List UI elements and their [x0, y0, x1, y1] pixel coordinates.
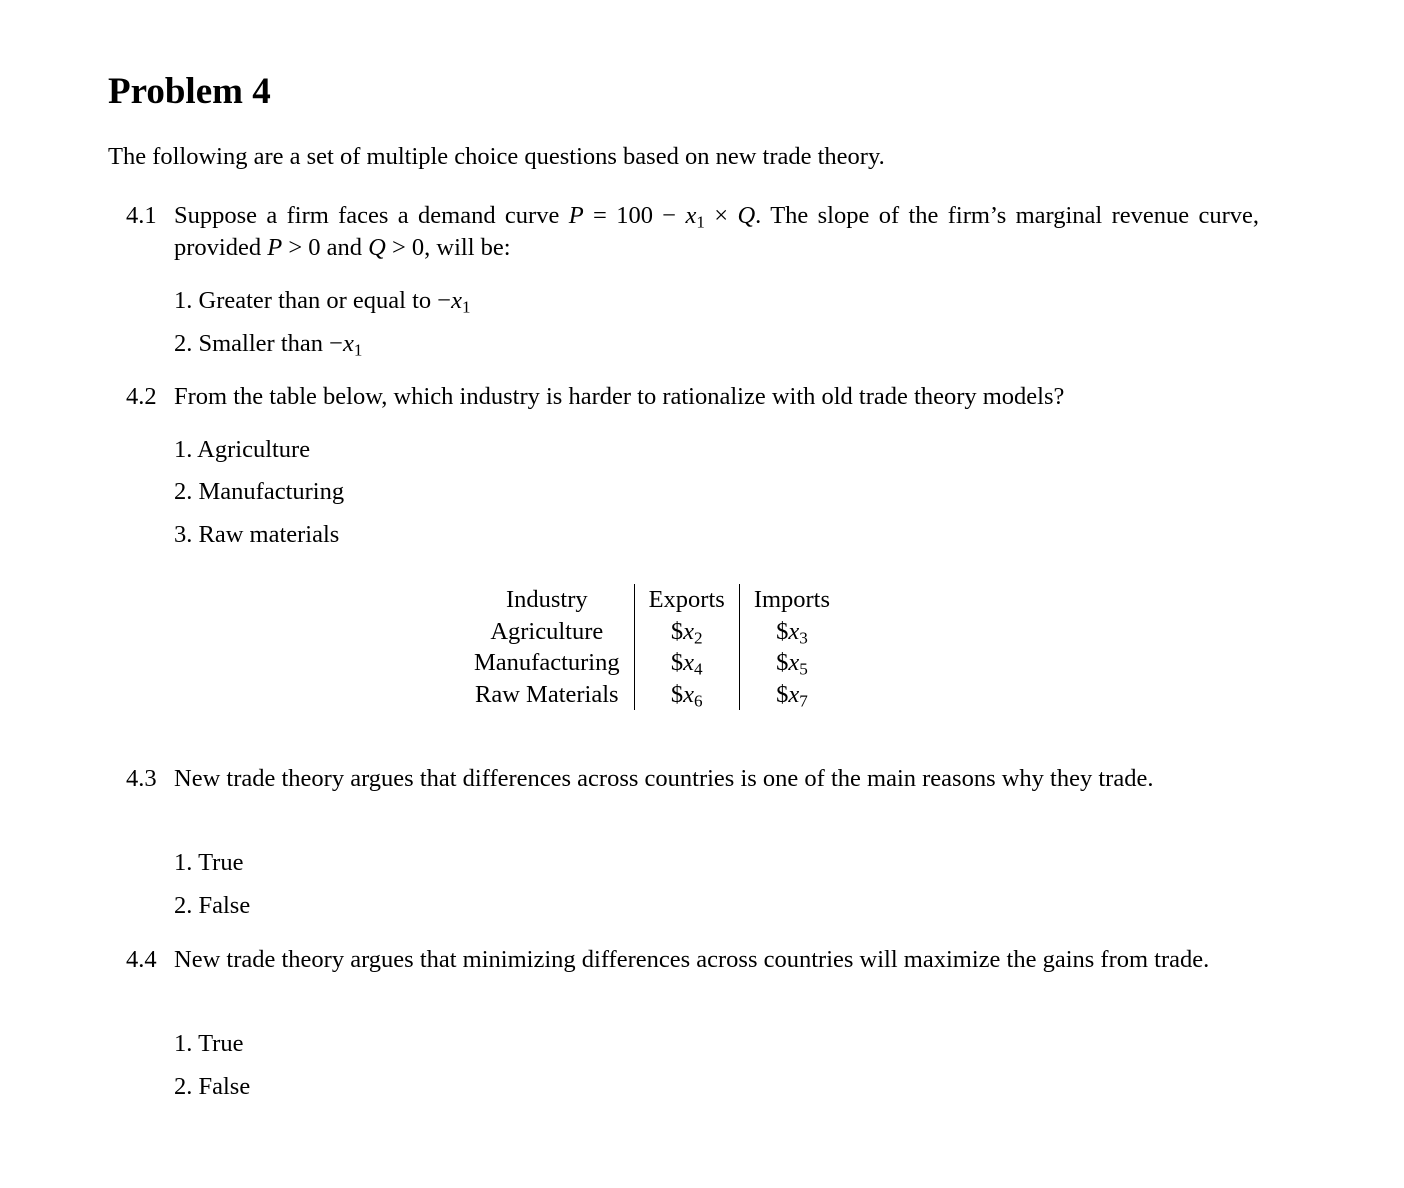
question-number-4-2: 4.2 — [126, 383, 157, 410]
cell-imports: $\$x_7$ — [776, 680, 808, 710]
header-industry: Industry — [466, 584, 634, 616]
question-number-4-1: 4.1 — [126, 202, 157, 229]
cell-industry: Manufacturing — [466, 647, 634, 679]
cell-industry: Agriculture — [466, 616, 634, 648]
header-imports: Imports — [753, 586, 831, 613]
table-row — [466, 679, 842, 711]
option-4-2-1: 1. Agriculture — [174, 436, 311, 463]
cell-exports: $\$x_2$ — [634, 616, 739, 648]
table-header-row — [466, 584, 842, 616]
intro-text: The following are a set of multiple choice questions based on new trade theory. — [108, 143, 885, 170]
cell-exports: $\$x_6$ — [634, 679, 739, 711]
option-4-4-1: 1. True — [174, 1030, 244, 1057]
option-4-1-2: 2. Smaller than $-x_1$ — [174, 330, 363, 360]
option-4-2-2: 2. Manufacturing — [174, 478, 345, 505]
question-text-4-3: New trade theory argues that differences across countries is one of the main reasons why they trade. — [174, 765, 1154, 792]
trade-table — [466, 584, 842, 710]
option-4-3-1: 1. True — [174, 849, 244, 876]
cell-exports: $\$x_4$ — [634, 647, 739, 679]
cell-industry: Raw Materials — [466, 679, 634, 711]
option-4-2-3: 3. Raw materials — [174, 521, 340, 548]
question-text-4-4: New trade theory argues that minimizing differences across countries will maximize the gains from trade. — [174, 946, 1210, 973]
question-text-4-2: From the table below, which industry is harder to rationalize with old trade theory models? — [174, 383, 1065, 410]
problem-title: Problem 4 — [108, 71, 271, 112]
option-4-1-1: 1. Greater than or equal to $-x_1$ — [174, 287, 471, 317]
cell-imports: $\$x_5$ — [776, 649, 808, 679]
option-4-3-2: 2. False — [174, 892, 251, 919]
table-row — [466, 616, 842, 648]
question-text-4-1: Suppose a firm faces a demand curve $P = 100 - x_1 \times Q$. The slope of the firm’s marginal revenue curve, provided P > 0 and Q > 0, will be: — [174, 202, 1260, 261]
question-number-4-4: 4.4 — [126, 946, 157, 973]
cell-imports: $\$x_3$ — [776, 617, 808, 647]
question-number-4-3: 4.3 — [126, 765, 157, 792]
option-4-4-2: 2. False — [174, 1073, 251, 1100]
table-row — [466, 647, 842, 679]
header-exports: Exports — [634, 584, 739, 616]
